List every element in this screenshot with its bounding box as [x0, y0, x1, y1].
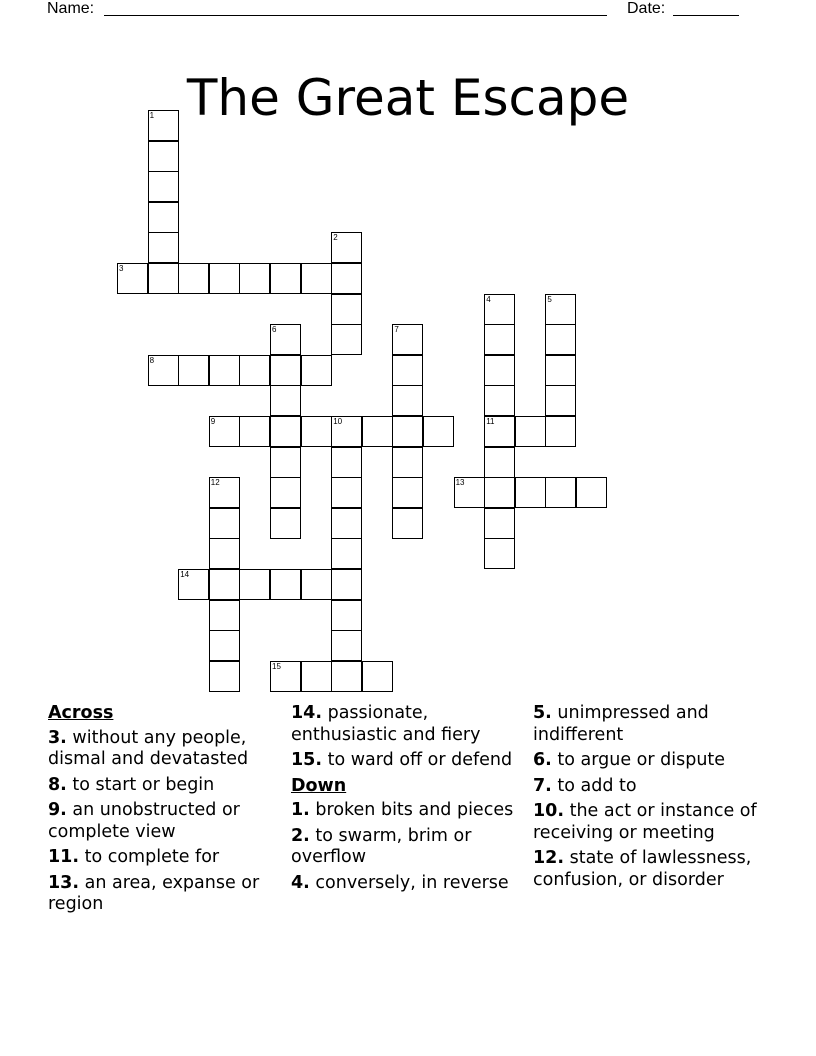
clue-number: 1. [291, 800, 310, 820]
clue-down-10 [533, 801, 769, 844]
clues-column-2 [291, 703, 527, 898]
grid-cell[interactable] [392, 324, 423, 355]
clues-column-1 [48, 703, 284, 920]
grid-cell[interactable] [331, 600, 362, 631]
cell-number: 13 [455, 478, 465, 488]
clue-text: state of lawlessness, confusion, or disorder [533, 848, 752, 890]
grid-cell[interactable] [331, 477, 362, 508]
grid-cell[interactable] [301, 416, 332, 447]
grid-cell[interactable] [178, 355, 209, 386]
clue-text: to argue or dispute [557, 750, 726, 770]
grid-cell[interactable] [392, 508, 423, 539]
grid-cell[interactable] [484, 355, 515, 386]
grid-cell[interactable] [331, 508, 362, 539]
grid-cell[interactable] [331, 538, 362, 569]
grid-cell[interactable] [484, 477, 515, 508]
grid-cell[interactable] [301, 661, 332, 692]
grid-cell[interactable] [209, 508, 240, 539]
grid-cell[interactable] [148, 232, 179, 263]
grid-cell[interactable] [148, 171, 179, 202]
cell-number: 15 [272, 661, 281, 671]
grid-cell[interactable] [331, 324, 362, 355]
clue-text: to add to [557, 775, 637, 796]
clue-down-12 [533, 848, 769, 891]
grid-cell[interactable] [209, 263, 240, 294]
clue-across-3 [48, 728, 284, 771]
grid-cell[interactable] [392, 447, 423, 478]
grid-cell[interactable] [423, 416, 454, 447]
clue-text: an unobstructed or complete view [48, 800, 240, 842]
cell-number: 9 [210, 417, 216, 426]
cell-number: 7 [394, 325, 399, 335]
grid-cell[interactable] [301, 569, 332, 600]
grid-cell[interactable] [515, 416, 546, 447]
clue-number: 11. [48, 847, 80, 867]
grid-cell[interactable] [392, 477, 423, 508]
grid-cell[interactable] [270, 385, 301, 416]
grid-cell[interactable] [545, 416, 576, 447]
grid-cell[interactable] [148, 202, 179, 233]
grid-cell[interactable] [301, 355, 332, 386]
clues-column-3 [533, 703, 769, 895]
grid-cell[interactable] [209, 538, 240, 569]
grid-cell[interactable] [209, 477, 240, 508]
grid-cell[interactable] [117, 263, 148, 294]
grid-cell[interactable] [148, 110, 179, 141]
grid-cell[interactable] [270, 355, 301, 386]
cell-number: 8 [149, 355, 155, 365]
cell-number: 2 [333, 233, 338, 243]
grid-cell[interactable] [545, 294, 576, 325]
cell-number: 4 [486, 294, 491, 304]
grid-cell[interactable] [209, 630, 240, 661]
grid-cell[interactable] [545, 477, 576, 508]
grid-cell[interactable] [484, 447, 515, 478]
grid-cell[interactable] [209, 661, 240, 692]
grid-cell[interactable] [331, 232, 362, 263]
grid-cell[interactable] [392, 385, 423, 416]
grid-cell[interactable] [270, 477, 301, 508]
grid-cell[interactable] [484, 324, 515, 355]
grid-cell[interactable] [576, 477, 607, 508]
down-heading: Down [291, 775, 347, 796]
grid-cell[interactable] [178, 263, 209, 294]
grid-cell[interactable] [270, 569, 301, 600]
grid-cell[interactable] [270, 324, 301, 355]
clue-text: an area, expanse or region [48, 872, 260, 914]
clue-text: broken bits and pieces [315, 800, 514, 820]
clue-text: to ward off or defend [327, 750, 513, 770]
clue-down-2 [291, 826, 527, 869]
grid-cell[interactable] [239, 416, 270, 447]
cell-number: 1 [149, 111, 155, 120]
clue-down-5 [533, 703, 769, 746]
clue-down-4 [291, 873, 527, 895]
grid-cell[interactable] [148, 263, 179, 294]
grid-cell[interactable] [239, 569, 270, 600]
grid-cell[interactable] [331, 263, 362, 294]
grid-cell[interactable] [331, 630, 362, 661]
grid-cell[interactable] [545, 324, 576, 355]
grid-cell[interactable] [209, 600, 240, 631]
cell-number: 3 [119, 264, 124, 273]
clue-down-7 [533, 776, 769, 798]
grid-cell[interactable] [270, 508, 301, 539]
grid-cell[interactable] [270, 447, 301, 478]
across-heading: Across [48, 703, 114, 723]
clue-text: to start or begin [72, 774, 215, 795]
grid-cell[interactable] [178, 569, 209, 600]
clue-number: 8. [48, 774, 67, 795]
cell-number: 11 [486, 417, 495, 426]
page-title: The Great Escape [186, 68, 630, 127]
grid-cell[interactable] [454, 477, 485, 508]
clue-text: to complete for [84, 847, 220, 867]
grid-cell[interactable] [239, 355, 270, 386]
clue-number: 3. [48, 727, 67, 748]
grid-cell[interactable] [331, 661, 362, 692]
clue-number: 4. [291, 872, 310, 893]
grid-cell[interactable] [484, 294, 515, 325]
grid-cell[interactable] [301, 263, 332, 294]
grid-cell[interactable] [331, 447, 362, 478]
grid-cell[interactable] [331, 569, 362, 600]
cell-number: 12 [210, 478, 220, 488]
cell-number: 10 [333, 417, 343, 426]
grid-cell[interactable] [545, 355, 576, 386]
grid-cell[interactable] [392, 355, 423, 386]
grid-cell[interactable] [148, 141, 179, 172]
clue-text: without any people, dismal and devatasted [48, 727, 249, 769]
clue-text: unimpressed and indifferent [533, 703, 709, 745]
cell-number: 5 [547, 294, 552, 304]
grid-cell[interactable] [331, 416, 362, 447]
date-label: Date: [627, 0, 666, 17]
cell-number: 6 [272, 325, 277, 335]
clue-number: 13. [48, 872, 80, 893]
grid-cell[interactable] [209, 569, 240, 600]
grid-cell[interactable] [209, 355, 240, 386]
clue-across-13 [48, 873, 284, 916]
grid-cell[interactable] [484, 416, 515, 447]
clue-number: 12. [533, 848, 565, 868]
clue-across-9 [48, 800, 284, 843]
grid-cell[interactable] [484, 385, 515, 416]
clue-number: 14. [291, 703, 323, 723]
name-label: Name: [47, 0, 95, 17]
clue-across-8 [48, 775, 284, 797]
clue-number: 6. [533, 750, 552, 770]
clue-number: 2. [291, 825, 310, 846]
grid-cell[interactable] [392, 416, 423, 447]
grid-cell[interactable] [148, 355, 179, 386]
grid-cell[interactable] [484, 508, 515, 539]
grid-cell[interactable] [362, 416, 393, 447]
clue-number: 9. [48, 800, 67, 820]
clue-down-1 [291, 800, 527, 822]
clue-number: 15. [291, 750, 323, 770]
clue-across-14 [291, 703, 527, 746]
grid-cell[interactable] [270, 661, 301, 692]
grid-cell[interactable] [239, 263, 270, 294]
grid-cell[interactable] [209, 416, 240, 447]
grid-cell[interactable] [270, 263, 301, 294]
clue-across-15 [291, 750, 527, 772]
clue-text: the act or instance of receiving or meeting [533, 801, 757, 843]
grid-cell[interactable] [362, 661, 393, 692]
clue-down-6 [533, 750, 769, 772]
clue-number: 5. [533, 703, 552, 723]
grid-cell[interactable] [515, 477, 546, 508]
grid-cell[interactable] [484, 538, 515, 569]
clue-text: passionate, enthusiastic and fiery [291, 703, 481, 745]
grid-cell[interactable] [331, 294, 362, 325]
clue-text: conversely, in reverse [315, 872, 509, 893]
clue-text: to swarm, brim or overflow [291, 825, 472, 867]
clue-number: 10. [533, 801, 565, 821]
clue-across-11 [48, 847, 284, 869]
grid-cell[interactable] [270, 416, 301, 447]
grid-cell[interactable] [545, 385, 576, 416]
cell-number: 14 [180, 570, 190, 579]
clue-number: 7. [533, 775, 552, 796]
